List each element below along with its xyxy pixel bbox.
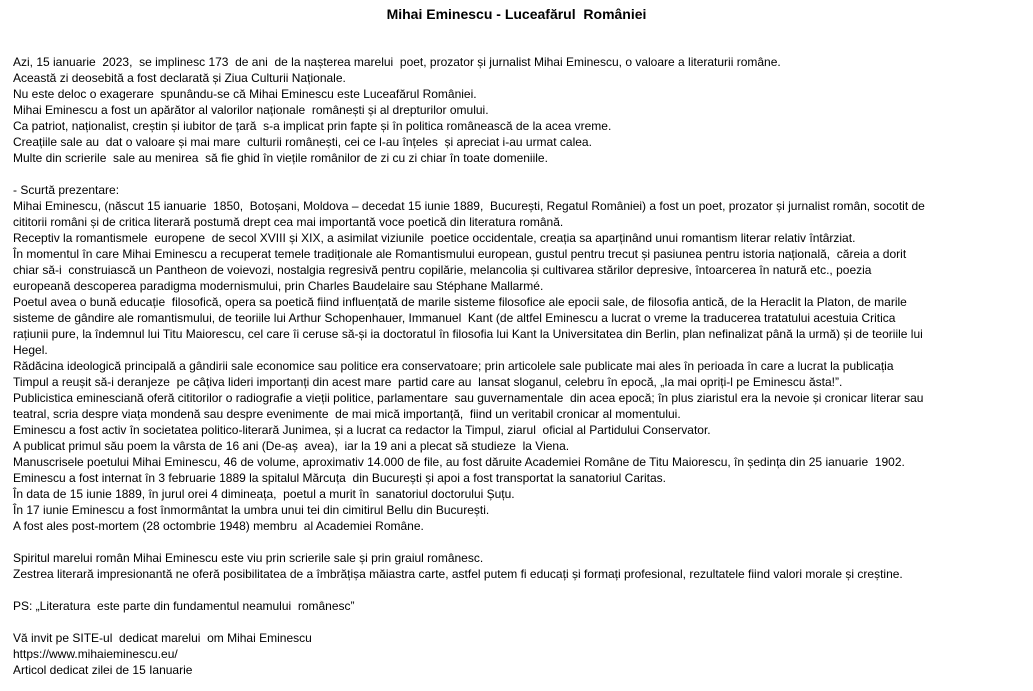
text-line: Azi, 15 ianuarie 2023, se implinesc 173 de ani de la nașterea marelui poet, prozator și jurnalist Mihai Eminescu, o valoare a literaturii române. — [13, 55, 781, 69]
text-line: Timpul a reușit să-i deranjeze pe câțiva lideri importanți din acest mare partid care au lansat sloganul, celebru în epocă, „Ia mai opriți-l pe Eminescu ăsta!”. — [13, 375, 843, 389]
text-line: rațiunii pure, la îndemnul lui Titu Maiorescu, cel care îi ceruse să-și ia doctoratul în filosofia lui Kant la Universitatea din Berlin, plan nefinalizat până la urmă) și de teoriile lui — [13, 327, 923, 341]
text-line: Hegel. — [13, 343, 48, 357]
text-line: Mihai Eminescu, (născut 15 ianuarie 1850, Botoșani, Moldova – decedat 15 iunie 1889, București, Regatul României) a fost un poet, prozator și jurnalist român, socotit de — [13, 199, 925, 213]
text-line: A publicat primul său poem la vârsta de 16 ani (De-aș avea), iar la 19 ani a plecat să studieze la Viena. — [13, 439, 570, 453]
text-line: În 17 iunie Eminescu a fost înmormântat la umbra unui tei din cimitirul Bellu din București. — [13, 503, 490, 517]
document-body — [0, 22, 1033, 678]
text-line: Eminescu a fost activ în societatea politico-literară Junimea, și a lucrat ca redactor la Timpul, ziarul oficial al Partidului Conservator. — [13, 423, 711, 437]
text-line: Manuscrisele poetului Mihai Eminescu, 46 de volume, aproximativ 14.000 de file, au fost dăruite Academiei Române de Titu Maiorescu, în ședința din 25 ianuarie 1902. — [13, 455, 905, 469]
text-line: - Scurtă prezentare: — [13, 183, 120, 197]
text-line: Receptiv la romantismele europene de secol XVIII și XIX, a asimilat viziunile poetice occidentale, creația sa aparținând unui romantism literar relativ întârziat. — [13, 231, 856, 245]
text-line: A fost ales post-mortem (28 octombrie 1948) membru al Academiei Române. — [13, 519, 424, 533]
text-line: PS: „Literatura este parte din fundamentul neamului românesc” — [13, 599, 355, 613]
text-line: În data de 15 iunie 1889, în jurul orei 4 dimineața, poetul a murit în sanatoriul doctorului Șuțu. — [13, 487, 515, 501]
text-line: Mihai Eminescu a fost un apărător al valorilor naționale românești și al drepturilor omului. — [13, 103, 489, 117]
text-line: Publicistica eminesciană oferă cititorilor o radiografie a vieții politice, parlamentare sau guvernamentale din acea epocă; în plus ziaristul era la nevoie și cronicar literar sau — [13, 391, 924, 405]
blank-line — [0, 582, 1033, 598]
text-line: Poetul avea o bună educație filosofică, opera sa poetică fiind influențată de marile sisteme filosofice ale epocii sale, de filosofia antică, de la Heraclit la Platon, de marile — [13, 295, 907, 309]
text-line: Ca patriot, naționalist, creștin și iubitor de țară s-a implicat prin fapte și în politica românească de la acea vreme. — [13, 119, 612, 133]
text-line: Spiritul marelui român Mihai Eminescu este viu prin scrierile sale și prin graiul românesc. — [13, 551, 484, 565]
blank-line — [0, 22, 1033, 38]
text-line: Multe din scrierile sale au menirea să fie ghid în viețile românilor de zi cu zi chiar în toate domeniile. — [13, 151, 548, 165]
text-line: Rădăcina ideologică principală a gândirii sale economice sau politice era conservatoare; prin articolele sale publicate mai ales în perioada în care a lucrat la publicația — [13, 359, 894, 373]
text-line: sisteme de gândire ale romantismului, de teoriile lui Arthur Schopenhauer, Immanuel Kant (de altfel Eminescu a lucrat o vreme la traducerea tratatului acestuia Critica — [13, 311, 896, 325]
blank-line — [0, 166, 1033, 182]
text-line: europeană descoperea paradigma modernismului, prin Charles Baudelaire sau Stéphane Mallarmé. — [13, 279, 544, 293]
blank-line — [0, 534, 1033, 550]
text-line: Această zi deosebită a fost declarată și Ziua Culturii Naționale. — [13, 71, 346, 85]
text-line: https://www.mihaieminescu.eu/ — [13, 647, 178, 661]
text-line: Creațiile sale au dat o valoare și mai mare culturii românești, cei ce l-au înțeles și apreciat i-au urmat calea. — [13, 135, 592, 149]
text-line: Eminescu a fost internat în 3 februarie 1889 la spitalul Mărcuța din București și apoi a fost transportat la sanatoriul Caritas. — [13, 471, 667, 485]
text-line: Articol dedicat zilei de 15 Ianuarie — [13, 663, 193, 677]
text-line: teatral, scria despre viața mondenă sau despre evenimente de mai mică importanță, fiind un veritabil cronicar al momentului. — [13, 407, 681, 421]
text-line: În momentul în care Mihai Eminescu a recuperat temele tradiționale ale Romantismului european, gustul pentru trecut și pasiunea pentru istoria națională, căreia a dorit — [13, 247, 907, 261]
text-line: Vă invit pe SITE-ul dedicat marelui om Mihai Eminescu — [13, 631, 312, 645]
document-title: Mihai Eminescu - Luceafărul României — [386, 6, 647, 22]
text-line: Nu este deloc o exagerare spunându-se că Mihai Eminescu este Luceafărul României. — [13, 87, 477, 101]
text-line: chiar să-i construiască un Pantheon de voievozi, nostalgia regresivă pentru copilărie, melancolia și cultivarea stărilor depresive, întoarcerea în natură etc., poezia — [13, 263, 872, 277]
blank-line — [0, 614, 1033, 630]
text-line: Zestrea literară impresionantă ne oferă posibilitatea de a îmbrățișa măiastra carte, astfel putem fi educați și formați profesional, rezultatele fiind valori morale și creștine. — [13, 567, 903, 581]
blank-line — [0, 38, 1033, 54]
text-line: cititorii români și de critica literară postumă drept cea mai importantă voce poetică din literatura română. — [13, 215, 564, 229]
